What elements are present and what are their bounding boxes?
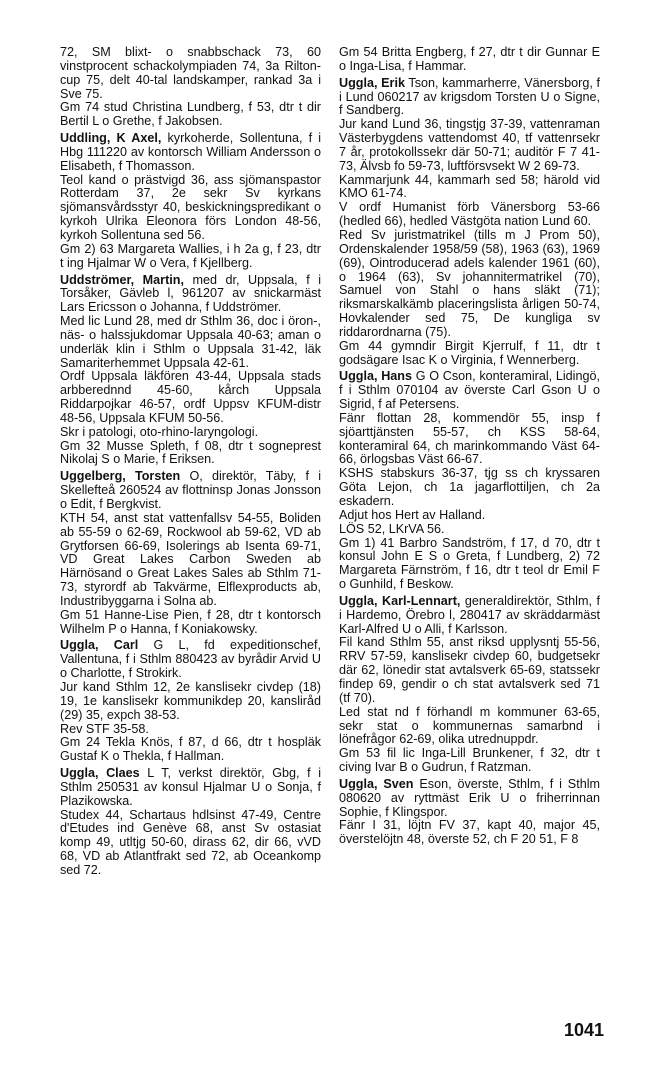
entry-paragraph: Skr i patologi, oto-rhino-laryngologi. — [60, 424, 259, 439]
entry-intro-paragraph — [60, 132, 321, 174]
entry-intro-paragraph — [60, 274, 321, 316]
entry-headword: Uggla, Carl — [60, 638, 139, 653]
entry-paragraph: LÖS 52, LKrVA 56. — [339, 521, 445, 536]
entry-headword: Uggla, Sven — [339, 776, 414, 791]
entry-paragraph: Kammarjunk 44, kammarh sed 58; härold vid KMO 61-74. — [339, 172, 600, 201]
left-column — [60, 46, 321, 878]
entry-intro-paragraph — [339, 77, 600, 119]
entry-headword: Uddströmer, Martin, — [60, 272, 184, 287]
entry-paragraph: Fänr flottan 28, kommendör 55, insp f sjöarttjänsten 55-57, ch KSS 58-64, konteramiral 64, ch marinkommando Väst 64-66, örlogsbas Väst 66-67. — [339, 410, 600, 467]
entry-paragraph: Rev STF 35-58. — [60, 721, 149, 736]
entry-lead: G L, fd expeditionschef, Vallentuna, f i Sthlm 880423 av byrådir Arvid U o Charlotte, f Strokirk. — [60, 638, 321, 681]
entry-headword: Uggla, Hans — [339, 369, 412, 384]
entry-paragraph: Fänr I 31, löjtn FV 37, kapt 40, major 45, överstelöjtn 48, överste 52, ch F 20 51, F 8 — [339, 818, 600, 847]
entry-paragraph: Adjut hos Hert av Halland. — [339, 507, 486, 522]
entry-paragraph: Fil kand Sthlm 55, anst riksd upplysntj 55-56, RRV 57-59, kanslisekr civdep 60, budgetsekr där 62, lönedir stat avtalsverk 65-69, statssekr findep 69, gendir o ch stat avtalsverk sed 71 (tf 70). — [339, 635, 600, 705]
entry-paragraph: Jur kand Sthlm 12, 2e kanslisekr civdep (18) 19, 1e kanslisekr kommunikdep 20, kanslіråd (29) 35, expch 38-53. — [60, 679, 321, 722]
biography-entry — [339, 77, 600, 368]
entry-intro-paragraph — [339, 370, 600, 412]
entry-paragraph: Med lic Lund 28, med dr Sthlm 36, doc i öron-, näs- o halssjukdomar Uppsala 40-63; aman o underläk klin i Sthlm o Uppsala 31-42, läk Samariterhemmet Uppsala 42-61. — [60, 314, 321, 370]
entry-paragraph: Gm 53 fil lic Inga-Lill Brunkener, f 32, dtr t civing Ivar B o Gudrun, f Ratzman. — [339, 746, 600, 775]
entry-intro-paragraph — [60, 639, 321, 681]
entry-paragraph: 72, SM blixt- o snabbschack 73, 60 vinstprocent schackolympiaden 74, 3a Rilton-cup 75, delt 40-tal landskamper, rankad 3a i Sve 75. — [60, 45, 321, 101]
entry-intro-paragraph — [339, 595, 600, 637]
entry-headword: Uggla, Karl-Lennart, — [339, 593, 461, 608]
entry-paragraph: KSHS stabskurs 36-37, tjg ss ch kryssaren Göta Lejon, ch 1a jagarflottiljen, ch 2a eskadern. — [339, 466, 600, 508]
entry-paragraph: Jur kand Lund 36, tingstjg 37-39, vattenraman Västerbygdens vattendomst 40, tf vattenrsekr 7 år, protokollssekr där 50-71; auditör F 7 41-73, Älvsb fo 59-73, luftförsvsekt W 2 69-73. — [339, 117, 600, 173]
biography-entry — [339, 46, 600, 74]
entry-paragraph: Gm 51 Hanne-Lise Pien, f 28, dtr t kontorsch Wilhelm P o Hanna, f Koniakowsky. — [60, 607, 321, 636]
entry-lead: O, direktör, Täby, f i Skellefteå 260524 av flottninsp Jonas Jonsson o Edit, f Bergkvist. — [60, 469, 321, 511]
entry-paragraph: Teol kand o prästvigd 36, ass sjömanspastor Rotterdam 37, 2e sekr Sv kyrkans sjömansvårdsstyr 40, beskickningspredikant o kyrkoh Ulrika Eleonora förs London 48-56, kyrkoh Sollentuna sed 56. — [60, 172, 321, 242]
entry-lead: med dr, Uppsala, f i Torsåker, Gävleb l, 961207 av snickarmäst Lars Ericsson o Johanna, f Uddströmer. — [60, 272, 321, 315]
entry-paragraph: Ordf Uppsala läkfören 43-44, Uppsala stads arbberednnd 45-60, kårch Uppsala Riddarpojkar 46-57, ordf Uppsv KFUM-distr 48-56, Uppsala KFUM 50-56. — [60, 369, 321, 425]
entry-lead: L T, verkst direktör, Gbg, f i Sthlm 250531 av konsul Hjalmar U o Sonja, f Plazikowska. — [60, 766, 321, 808]
biography-entry — [60, 132, 321, 270]
entry-lead: Tson, kammarherre, Vänersborg, f i Lund 060217 av krigsdom Torsten U o Signe, f Sandberg. — [339, 75, 600, 118]
entry-intro-paragraph — [60, 767, 321, 809]
entry-paragraph: Gm 1) 41 Barbro Sandström, f 17, d 70, dtr t konsul John E S o Greta, f Lundberg, 2) 72 Margareta Färnström, f 16, dtr t teol dr Emil F o Gunhild, f Beskow. — [339, 535, 600, 592]
biography-entry — [339, 778, 600, 847]
biography-entry — [339, 370, 600, 592]
entry-headword: Uddling, — [60, 131, 111, 146]
entry-paragraph: Led stat nd f förhandl m kommuner 63-65, sekr stat o kommunernas samarbnd i lönefrågor 62-69, olika utrednuppdr. — [339, 704, 600, 747]
biography-entry — [60, 470, 321, 636]
entry-lead: kyrkoherde, Sollentuna, f i Hbg 111220 av kontorsch William Andersson o Elisabeth, f Thomasson. — [60, 131, 322, 173]
entry-paragraph: KTH 54, anst stat vattenfallsv 54-55, Boliden ab 55-59 o 62-69, Rockwool ab 59-62, VD ab Grytforsen 66-69, Isolerings ab Isenta 69-71, VD Great Lakes Carbon Sweden ab Härnösand o Great Lakes Sales ab Sthlm 71-73, styrordf ab Takvärme, Elflexproducts ab, Industribyggarna i Solna ab. — [60, 510, 321, 608]
entry-paragraph: Gm 44 gymndir Birgit Kjerrulf, f 11, dtr t godsägare Isac K o Virginia, f Wennerberg. — [339, 338, 600, 367]
biography-entry — [60, 46, 321, 129]
entry-headword: Uggla, Erik — [339, 75, 405, 90]
right-column — [339, 46, 600, 847]
entry-paragraph: Gm 2) 63 Margareta Wallies, i h 2a g, f 23, dtr t ing Hjalmar W o Vera, f Kjellberg. — [60, 241, 321, 270]
entry-lead: G O Cson, konteramiral, Lidingö, f i Sthlm 070104 av överste Carl Gson U o Sigrid, f af Petersens. — [339, 369, 600, 412]
entry-headword: Uggla, Claes — [60, 766, 140, 781]
biography-entry — [60, 767, 321, 878]
entry-headword: Uggelberg, Torsten — [60, 469, 181, 484]
entry-paragraph: Studex 44, Schartaus hdlsinst 47-49, Centre d'Etudes ind Genève 68, anst Sv ostasiat komp 49, utltjg 50-60, dirass 62, dir 66, vVD 68, VD ab Atlantfrakt sed 72, ab Oceankomp sed 72. — [60, 807, 321, 877]
biography-entry — [60, 639, 321, 764]
entry-paragraph: Red Sv juristmatrikel (tills m J Prom 50), Ordenskalender 1958/59 (58), 1963 (63), 1969 (69), Ointroducerad adels kalender 1961 (60), o 1964 (63), Sv johannitermatrikel (70), Samuel von Stahl o hans släkt (71); riksmarskalkämb placeringslista årligen 50-74, Hovkalender sed 75, De kungliga sv riddarordnarna (75). — [339, 227, 600, 339]
page-number: 1041 — [564, 1020, 605, 1040]
entry-lead: generaldirektör, Sthlm, f i Hardemo, Örebro l, 280417 av skräddarmäst Karl-Alfred U o Alli, f Karlsson. — [339, 593, 600, 636]
entry-paragraph: Gm 54 Britta Engberg, f 27, dtr t dir Gunnar E o Inga-Lisa, f Hammar. — [339, 45, 600, 73]
entry-paragraph: V ordf Humanist förb Vänersborg 53-66 (hedled 66), hedled Västgöta nation Lund 60. — [339, 200, 600, 229]
entry-paragraph: Gm 24 Tekla Knös, f 87, d 66, dtr t hospläk Gustaf K o Thekla, f Hallman. — [60, 735, 321, 764]
entry-headword-given: K Axel, — [116, 131, 162, 146]
biography-entry — [339, 595, 600, 775]
entry-paragraph: Gm 74 stud Christina Lundberg, f 53, dtr t dir Bertil L o Grethe, f Jakobsen. — [60, 100, 321, 129]
biography-entry — [60, 274, 321, 468]
entry-intro-paragraph — [60, 470, 321, 512]
entry-intro-paragraph — [339, 778, 600, 820]
entry-paragraph: Gm 32 Musse Spleth, f 08, dtr t sogneprest Nikolaj S o Marie, f Eriksen. — [60, 438, 321, 467]
entry-lead: Eson, överste, Sthlm, f i Sthlm 080620 av ryttmäst Erik U o friherrinnan Sophie, f Klingspor. — [339, 776, 600, 819]
